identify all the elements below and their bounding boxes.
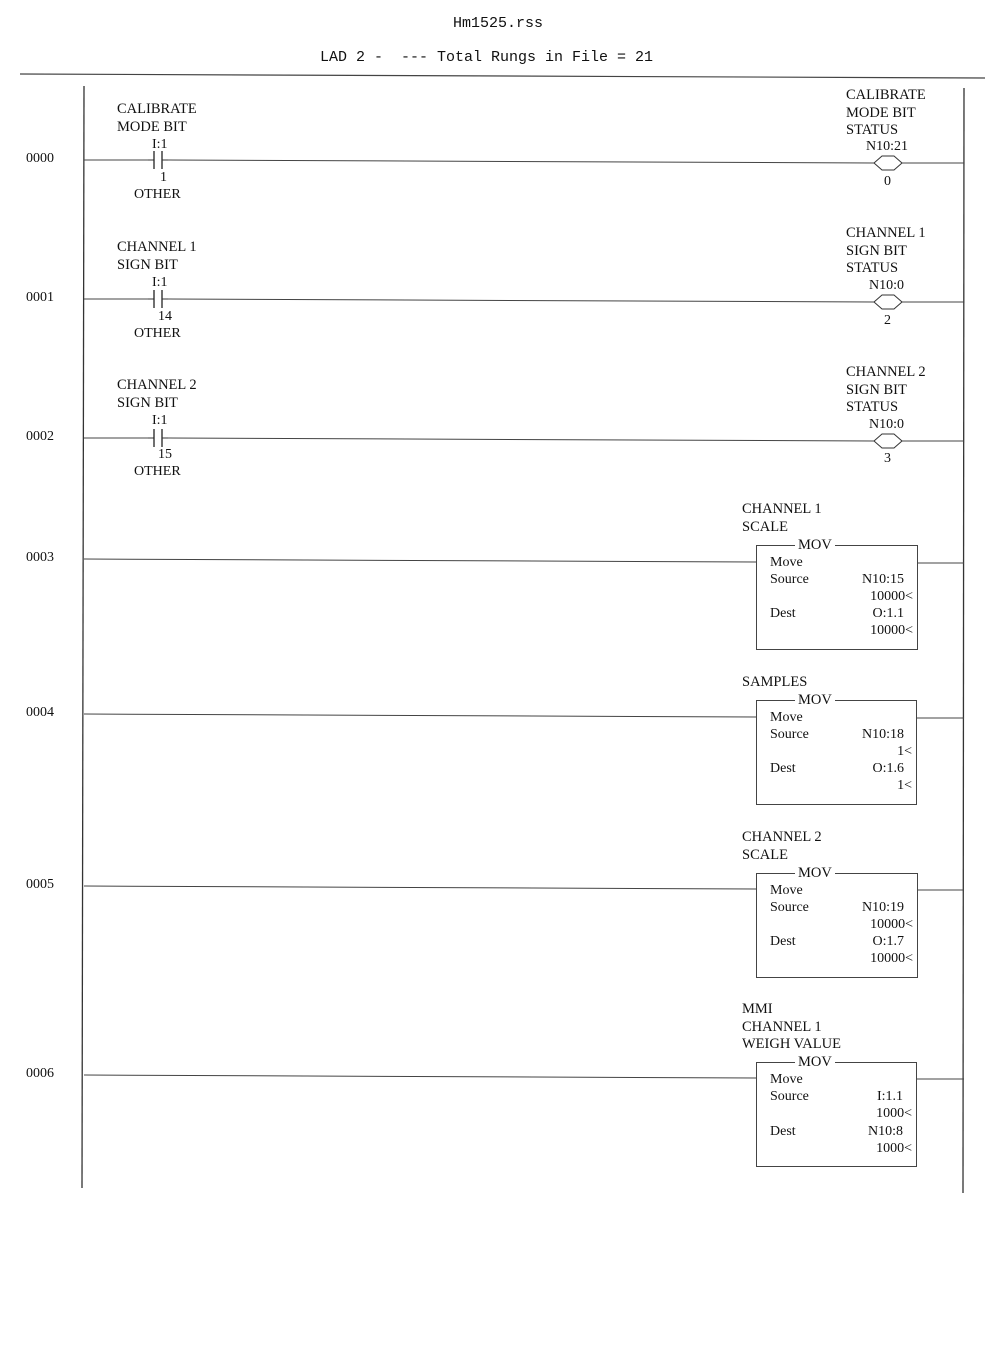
mov-dest-value: 1000<: [876, 1141, 912, 1156]
mov-title: MOV: [795, 1054, 835, 1071]
rung-0001-graphic: [84, 290, 964, 309]
output-label: CHANNEL 2 SIGN BIT STATUS: [846, 364, 926, 415]
mov-block: [756, 692, 917, 805]
header-rule: [20, 74, 985, 78]
mov-source: I:1.1: [876, 1089, 903, 1104]
mov-label: CHANNEL 2 SCALE: [742, 829, 822, 863]
rung-0000-graphic: [84, 151, 964, 170]
mov-title: MOV: [795, 865, 835, 882]
input-bit: 14: [158, 309, 172, 324]
output-bit: 0: [884, 174, 891, 189]
mov-source-value: 1000<: [876, 1106, 912, 1121]
mov-block: [756, 1054, 917, 1167]
mov-source: N10:15: [862, 572, 904, 587]
rung-0002-contact: [148, 429, 168, 447]
mov-desc: Move: [770, 710, 803, 725]
output-label: CHANNEL 1 SIGN BIT STATUS: [846, 225, 926, 276]
mov-dest-label: Dest: [770, 1124, 796, 1139]
input-tag: OTHER: [134, 187, 181, 202]
rung-0001-contact: [148, 290, 168, 308]
mov-source-label: Source: [770, 900, 809, 915]
input-address: I:1: [152, 413, 168, 428]
input-label: CALIBRATE MODE BIT: [117, 101, 197, 135]
mov-desc: Move: [770, 1072, 803, 1087]
rung-0002-graphic: [84, 429, 964, 448]
mov-dest: N10:8: [868, 1124, 903, 1139]
rung-number: 0005: [26, 877, 54, 892]
mov-dest: O:1.1: [872, 606, 904, 621]
mov-dest-label: Dest: [770, 606, 796, 621]
mov-dest-value: 10000<: [870, 951, 913, 966]
mov-dest-value: 1<: [897, 778, 912, 793]
right-power-rail: [963, 88, 964, 1193]
mov-title: MOV: [795, 692, 835, 709]
mov-source: N10:18: [862, 727, 904, 742]
input-address: I:1: [152, 275, 168, 290]
mov-dest: O:1.7: [872, 934, 904, 949]
input-tag: OTHER: [134, 326, 181, 341]
rung-0000-contact: [148, 151, 168, 169]
mov-desc: Move: [770, 555, 803, 570]
mov-desc: Move: [770, 883, 803, 898]
mov-dest-label: Dest: [770, 934, 796, 949]
input-address: I:1: [152, 137, 168, 152]
mov-source-label: Source: [770, 727, 809, 742]
mov-source-value: 10000<: [870, 917, 913, 932]
input-bit: 1: [160, 170, 167, 185]
rung-number: 0001: [26, 290, 54, 305]
left-power-rail: [82, 86, 84, 1188]
rung-0001-coil: [874, 295, 902, 309]
mov-block: [756, 865, 918, 978]
rung-number: 0004: [26, 705, 54, 720]
mov-source-value: 10000<: [870, 589, 913, 604]
rung-number: 0003: [26, 550, 54, 565]
input-label: CHANNEL 1 SIGN BIT: [117, 239, 197, 273]
output-bit: 3: [884, 451, 891, 466]
rung-number: 0006: [26, 1066, 54, 1081]
input-tag: OTHER: [134, 464, 181, 479]
rung-number: 0002: [26, 429, 54, 444]
mov-dest: O:1.6: [872, 761, 904, 776]
mov-title: MOV: [795, 537, 835, 554]
mov-dest-value: 10000<: [870, 623, 913, 638]
page-subtitle: LAD 2 - --- Total Rungs in File = 21: [320, 49, 654, 66]
mov-dest-label: Dest: [770, 761, 796, 776]
mov-label: MMI CHANNEL 1 WEIGH VALUE: [742, 1001, 841, 1052]
output-address: N10:0: [869, 417, 904, 432]
output-label: CALIBRATE MODE BIT STATUS: [846, 87, 926, 138]
mov-source: N10:19: [862, 900, 904, 915]
mov-source-value: 1<: [897, 744, 912, 759]
output-bit: 2: [884, 313, 891, 328]
input-bit: 15: [158, 447, 172, 462]
rung-0002-coil: [874, 434, 902, 448]
mov-block: [756, 537, 918, 650]
input-label: CHANNEL 2 SIGN BIT: [117, 377, 197, 411]
rung-0000-coil: [874, 156, 902, 170]
output-address: N10:21: [866, 139, 908, 154]
mov-label: SAMPLES: [742, 674, 808, 690]
output-address: N10:0: [869, 278, 904, 293]
file-name: Hm1525.rss: [453, 15, 544, 32]
mov-label: CHANNEL 1 SCALE: [742, 501, 822, 535]
rung-number: 0000: [26, 151, 54, 166]
mov-source-label: Source: [770, 572, 809, 587]
mov-source-label: Source: [770, 1089, 809, 1104]
